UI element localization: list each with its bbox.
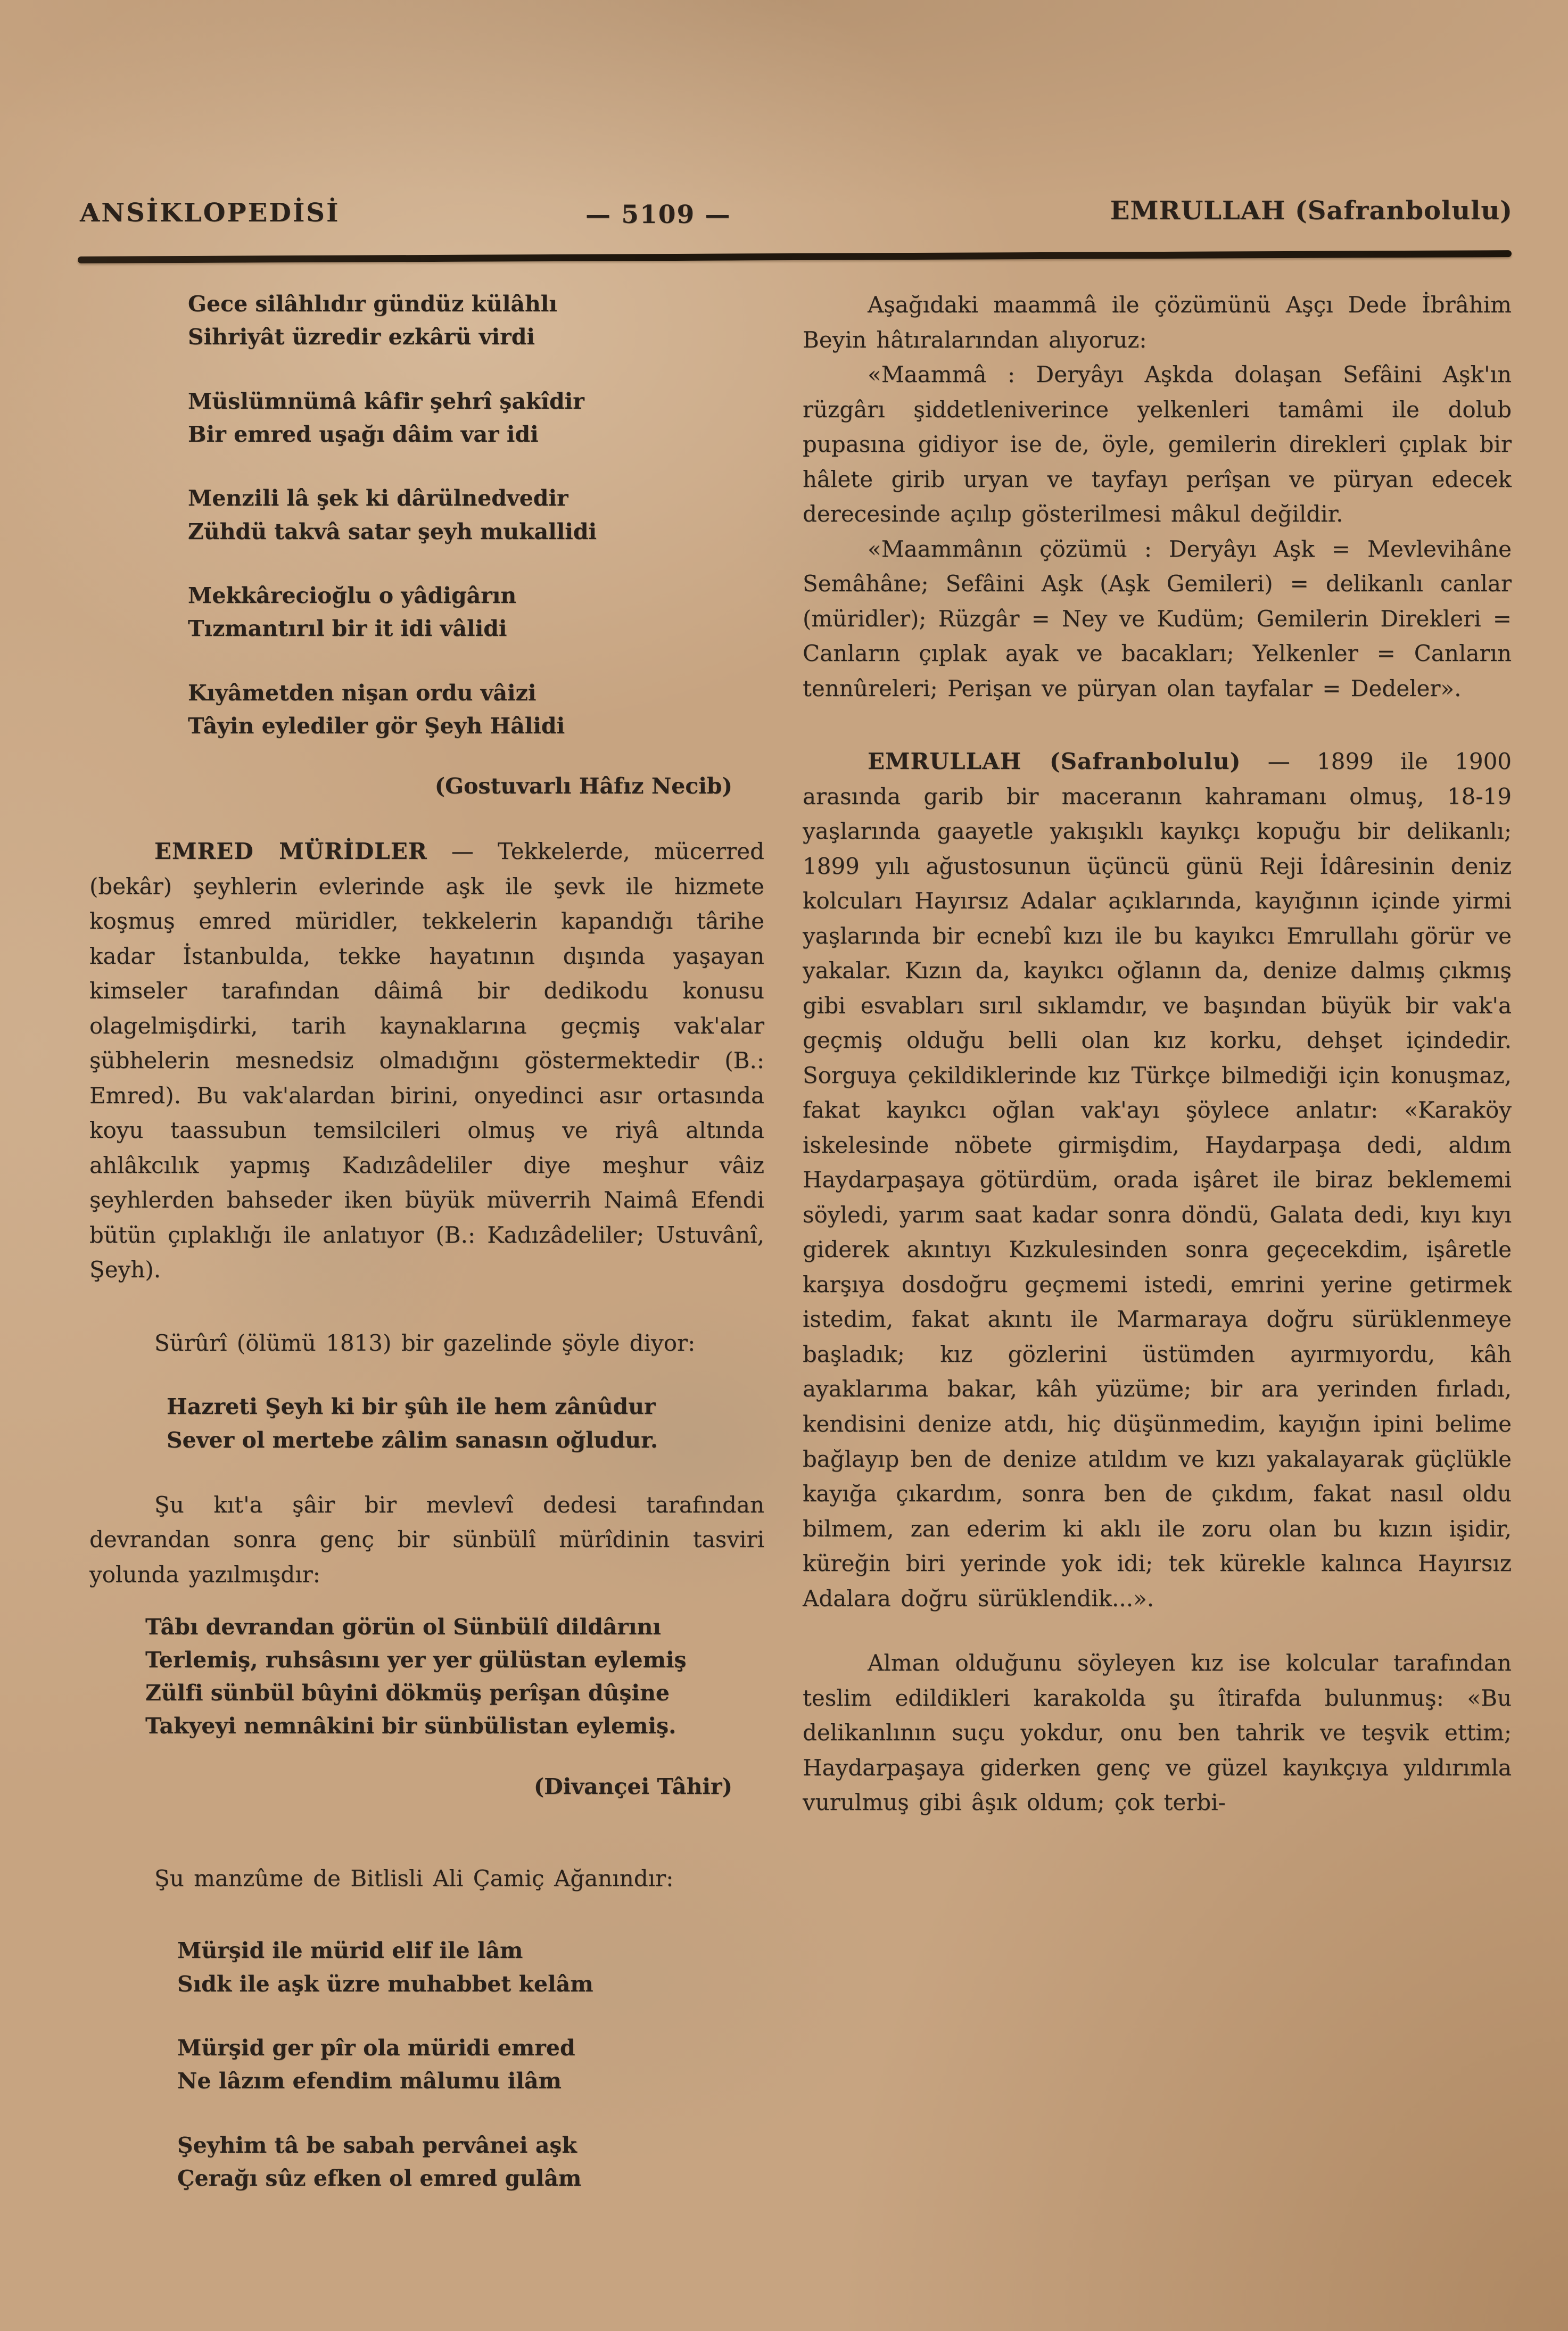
- poem-line: Menzili lâ şek ki dârülnedvedir: [188, 485, 568, 511]
- poem-line: Zülfi sünbül bûyini dökmüş perîşan dûşine: [145, 1680, 670, 1706]
- poem-couplet: [188, 579, 764, 646]
- poem-line: Takyeyi nemnâkini bir sünbülistan eylemiş.: [145, 1713, 676, 1739]
- paragraph-kita: Şu kıt'a şâir bir mevlevî dedesi tarafından devrandan sonra genç bir sünbülî mürîdinin tasviri yolunda yazılmışdır:: [89, 1491, 764, 1588]
- poem-line: Çerağı sûz efken ol emred gulâm: [177, 2165, 582, 2191]
- poem-couplet: [188, 676, 764, 743]
- poem-attribution: (Gostuvarlı Hâfız Necib): [434, 773, 732, 799]
- poem-couplet: [167, 1390, 764, 1457]
- poem-line: Terlemiş, ruhsâsını yer yer gülüstan eylemiş: [145, 1647, 687, 1673]
- entry-separator: —: [1241, 748, 1317, 775]
- poem-line: Tâbı devrandan görün ol Sünbülî dildârını: [145, 1614, 661, 1640]
- poem-couplet: [177, 2129, 764, 2195]
- text-columns: [89, 287, 1512, 2195]
- paragraph-cozum: «Maammânın çözümü : Deryâyı Aşk = Mevlevihâne Semâhâne; Sefâini Aşk (Aşk Gemileri) = delikanlı canlar (müridler); Rüzgâr = Ney ve Kudüm; Gemilerin Direkleri = Canların çıplak ayak ve bacakları; Yelkenler = Canların tennûreleri; Perişan ve püryan olan tayfalar = Dedeler».: [803, 535, 1512, 701]
- poem-line: Kıyâmetden nişan ordu vâizi: [188, 680, 537, 706]
- poem-line: Hazreti Şeyh ki bir şûh ile hem zânûdur: [167, 1394, 656, 1420]
- poem-line: Bir emred uşağı dâim var idi: [188, 421, 539, 447]
- poem-line: Mekkârecioğlu o yâdigârın: [188, 582, 517, 608]
- running-title: ANSİKLOPEDİSİ: [80, 198, 340, 228]
- poem-line: Mürşid ger pîr ola müridi emred: [177, 2035, 575, 2061]
- paragraph-alman: Alman olduğunu söyleyen kız ise kolcular tarafından teslim edildikleri karakolda şu îtirafda bulunmuş: «Bu delikanlının suçu yokdur, onu ben tahrik ve teşvik ettim; Haydarpaşaya giderken genç ve güzel kayıkçıya yıldırımla vurulmuş gibi âşık oldum; çok terbi-: [803, 1650, 1512, 1816]
- paragraph-intro: Aşağıdaki maammâ ile çözümünü Aşçı Dede İbrâhim Beyin hâtıralarından alıyoruz:: [803, 292, 1512, 353]
- paragraph-sururi: Sürûrî (ölümü 1813) bir gazelinde şöyle diyor:: [154, 1329, 696, 1356]
- poem-line: Tâyin eylediler gör Şeyh Hâlidi: [188, 713, 565, 739]
- poem-line: Sıdk ile aşk üzre muhabbet kelâm: [177, 1971, 593, 1997]
- poem-couplet: [188, 385, 764, 451]
- entry-title-header: EMRULLAH (Safranbolulu): [1110, 196, 1513, 226]
- poem-line: Müslümnümâ kâfir şehrî şakîdir: [188, 388, 584, 414]
- poem-line: Gece silâhlıdır gündüz külâhlı: [188, 291, 557, 317]
- poem-couplet: [177, 2031, 764, 2098]
- paragraph-maamma: «Maammâ : Deryâyı Aşkda dolaşan Sefâini Aşk'ın rüzgârı şiddetleniverince yelkenleri tamâmi ile dolub pupasına gidiyor ise de, öyle, gemilerin direkleri çıplak bir hâlete girib uryan ve tayfayı perîşan ve püryan edecek derecesinde açılıp gösterilmesi mâkul değildir.: [803, 361, 1512, 527]
- paragraph-manzume: Şu manzûme de Bitlisli Ali Çamiç Ağanındır:: [154, 1865, 674, 1891]
- entry-headword: EMRED MÜRİDLER: [154, 838, 427, 865]
- poem-couplet: [188, 482, 764, 548]
- poem-attribution: (Divançei Tâhir): [533, 1773, 732, 1799]
- poem-couplet: [177, 1934, 764, 2001]
- poem-line: Tızmantırıl bir it idi vâlidi: [188, 616, 507, 642]
- page-number: — 5109 —: [585, 200, 731, 229]
- entry-paragraph-emrullah: [803, 744, 1512, 1616]
- entry-paragraph-emred: [89, 834, 764, 1287]
- left-column: [89, 287, 764, 2195]
- poem-couplet: [188, 287, 764, 354]
- poem-line: Zühdü takvâ satar şeyh mukallidi: [188, 518, 597, 544]
- poem-line: Sever ol mertebe zâlim sanasın oğludur.: [167, 1427, 658, 1453]
- entry-headword: EMRULLAH (Safranbolulu): [868, 748, 1241, 775]
- poem-line: Ne lâzım efendim mâlumu ilâm: [177, 2068, 562, 2094]
- poem-line: Şeyhim tâ be sabah pervânei aşk: [177, 2132, 577, 2158]
- poem-quatrain: [145, 1610, 764, 1743]
- entry-separator: —: [427, 838, 498, 865]
- poem-line: Sihriyât üzredir ezkârü virdi: [188, 324, 535, 350]
- poem-line: Mürşid ile mürid elif ile lâm: [177, 1938, 523, 1964]
- entry-body-text: Tekkelerde, mücerred (bekâr) şeyhlerin evlerinde aşk ile şevk ile hizmete koşmuş emred müridler, tekkelerin kapandığı târihe kadar İstanbulda, tekke hayatının dışında yaşayan kimseler tarafından dâimâ bir dedikodu konusu olagelmişdirki, tarih kaynaklarına geçmiş vak'alar şübhelerin mesnedsiz olmadığını göstermektedir (B.: Emred). Bu vak'alardan birini, onyedinci asır ortasında koyu taassubun temsilcileri olmuş ve riyâ altında ahlâkcılık yapmış Kadızâdeliler diye meşhur vâiz şeyhlerden bahseder iken büyük müverrih Naimâ Efendi bütün çıplaklığı ile anlatıyor (B.: Kadızâdeliler; Ustuvânî, Şeyh).: [89, 838, 764, 1283]
- header-rule: [78, 250, 1512, 263]
- entry-body-text: 1899 ile 1900 arasında garib bir maceranın kahramanı olmuş, 18-19 yaşlarında gaayetle yakışıklı kayıkçı kopuğu bir delikanlı; 1899 yılı ağustosunun üçüncü günü Reji İdâresinin deniz kolcuları Hayırsız Adalar açıklarında, kayığının içinde yirmi yaşlarında bir ecnebî kızı ile bu kayıkcı Emrullahı görür ve yakalar. Kızın da, kayıkcı oğlanın da, denize dalmış çıkmış gibi esvabları sırıl sıklamdır, ve başından büyük bir vak'a geçmiş olduğu belli olan kız korku, dehşet içindedir. Sorguya çekildiklerinde kız Türkçe bilmediği için konuşmaz, fakat kayıkcı oğlan vak'ayı şöylece anlatır: «Karaköy iskelesinde nöbete girmişdim, Haydarpaşa dedi, aldım Haydarpaşaya götürdüm, orada işâret ile biraz beklememi söyledi, yarım saat kadar sonra döndü, Galata dedi, kıyı kıyı giderek akıntıyı Kızkulesinden sonra geçecekdim, işâretle karşıya dosdoğru geçmemi istedi, emrini yerine getirmek istedim, fakat akıntı ile Marmaraya doğru sürüklenmeye başladık; kız gözlerini üstümden ayırmıyordu, kâh ayaklarıma bakar, kâh yüzüme; bir ara yerinden fırladı, kendisini denize atdı, hiç düşünmedim, kayığın ipini belime bağlayıp ben de denize atıldım ve kızı yakalayarak güçlükle kayığa çıkardım, sonra ben de çıkdım, fakat nasıl oldu bilmem, zan ederim ki aklı ile zoru olan bu kızın işidir, küreğin biri yerinde yok idi; tek kürekle kalınca Hayırsız Adalara doğru sürüklendik...».: [803, 748, 1512, 1611]
- right-column: [803, 287, 1512, 2195]
